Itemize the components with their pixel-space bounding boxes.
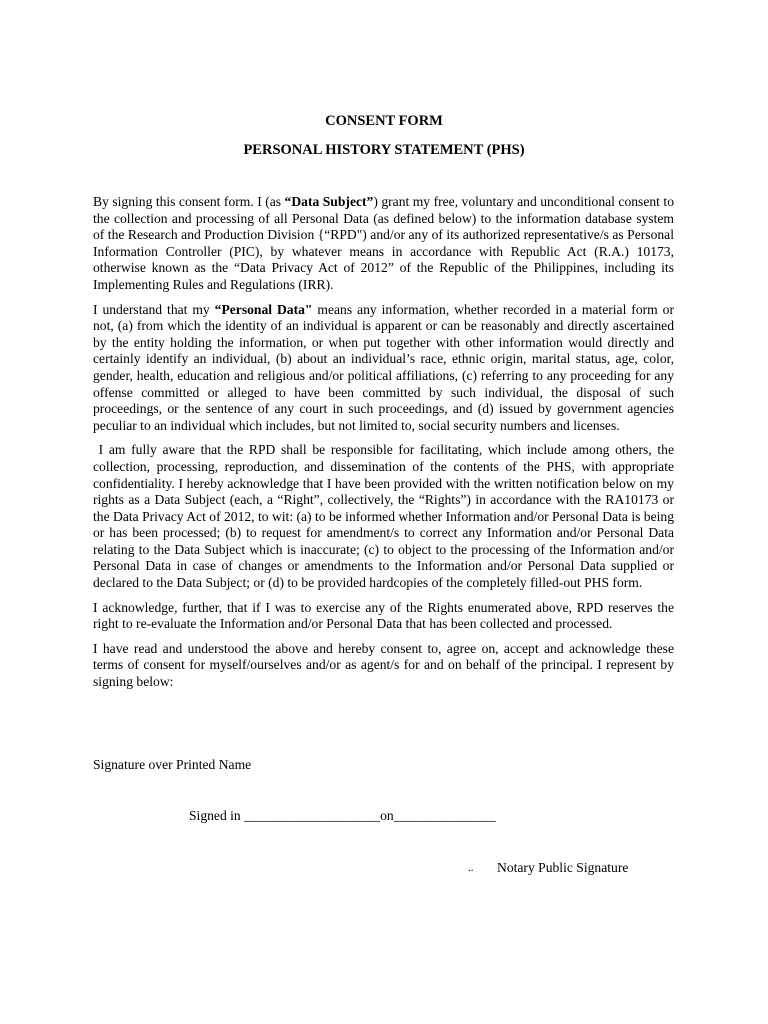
consent-text-rest: ) grant my free, voluntary and unconditional consent to the collection and processing of all Personal Data (as defined below) to the information database system of the Research and Production Division {“RPD") and/or any of its authorized representative/s as Personal Information Controller (PIC), by whatever means in accordance with Republic Act (R.A.) 10173, otherwise known as the “Data Privacy Act of 2012” of the Republic of the Philippines, including its Implementing Rules and Regulations (IRR). [93,194,674,292]
acknowledgement-paragraph: I acknowledge, further, that if I was to exercise any of the Rights enumerated above, RPD reserves the right to re-evaluate the Information and/or Personal Data that has been collected and processed. [93,599,674,632]
notary-signature-label: Notary Public Signature [497,860,629,875]
personal-data-term: “Personal Data" [214,301,313,317]
consent-text-start: By signing this consent form. I (as [93,194,285,209]
consent-paragraph [93,194,674,294]
agreement-paragraph: I have read and understood the above and hereby consent to, agree on, accept and acknowledge these terms of consent for myself/ourselves and/or as agent/s for and on behalf of the principal. I represent by signing below: [93,640,674,690]
form-body [93,194,678,699]
personal-data-paragraph [93,302,674,435]
notary-dots: .. [468,862,474,874]
personal-data-text-rest: means any information, whether recorded in a material form or not, (a) from which the identity of an individual is apparent or can be reasonably and directly ascertained by the entity holding the information, or when put together with other information would directly and certainly identify an individual, (b) about an individual’s race, ethnic origin, marital status, age, color, gender, health, education and religious and/or political affiliations, (c) referring to any proceeding for any offense committed or alleged to have been committed by such individual, the disposal of such proceedings, or the sentence of any court in such proceedings, and (d) issued by government agencies peculiar to an individual which includes, but not limited to, social security numbers and licenses. [93,301,674,433]
signed-in-line: Signed in ____________________on_______________ [189,808,496,823]
signature-label: Signature over Printed Name [93,757,252,772]
form-subtitle: PERSONAL HISTORY STATEMENT (PHS) [243,142,525,158]
data-subject-term: “Data Subject” [284,194,374,209]
personal-data-text-start: I understand that my [93,301,215,317]
rights-paragraph: I am fully aware that the RPD shall be responsible for facilitating, which include among others, the collection, processing, reproduction, and dissemination of the contents of the PHS, with appropriate confidentiality. I hereby acknowledge that I have been provided with the written notification below on my rights as a Data Subject (each, a “Right”, collectively, the “Rights”) in accordance with the RA10173 or the Data Privacy Act of 2012, to wit: (a) to be informed whether Information and/or Personal Data is being or has been processed; (b) to request for amendment/s to correct any Information and/or Personal Data relating to the Data Subject which is inaccurate; (c) to object to the processing of the Information and/or Personal Data in case of changes or amendments to the Information and/or Personal Data supplied or declared to the Data Subject; or (d) to be provided hardcopies of the completely filled-out PHS form. [93,442,678,591]
form-title: CONSENT FORM [325,113,443,129]
